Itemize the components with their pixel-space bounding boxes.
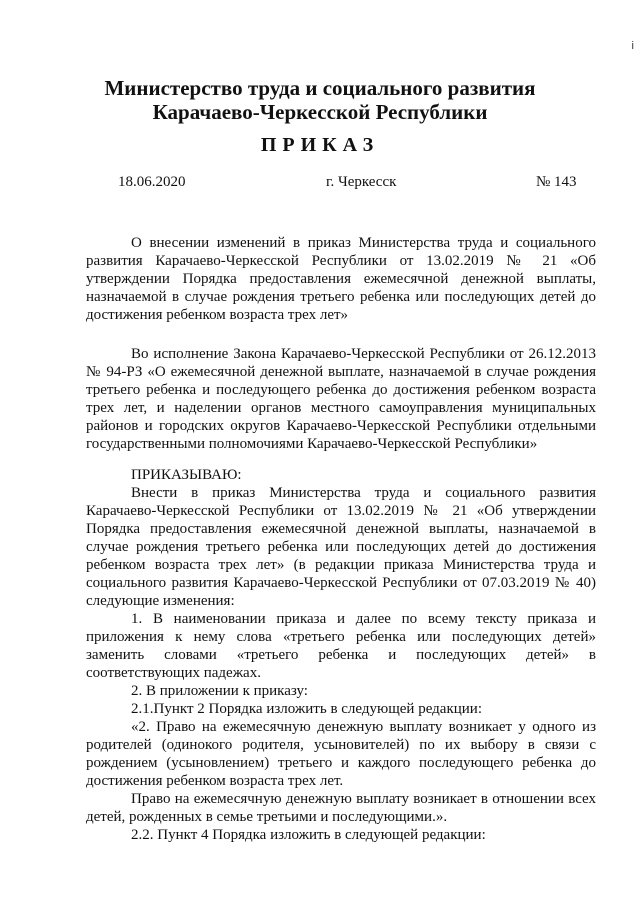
paragraph-1: Внести в приказ Министерства труда и социального развития Карачаево-Черкесской Республики от 13.02.2019 № 21 «Об утверждении Порядка предоставления ежемесячной денежной выплаты, назначаемой в случае рождения третьего ребенка или последующих детей до достижения ребенком возраста трех лет» (в редакции приказа Министерства труда и социального развития Карачаево-Черкесской Республики от 07.03.2019 № 40) следующие изменения: (86, 485, 596, 609)
order-body (86, 484, 596, 844)
document-date: 18.06.2020 (118, 174, 186, 190)
basis-paragraph: Во исполнение Закона Карачаево-Черкесской Республики от 26.12.2013 № 94-РЗ «О ежемесячной денежной выплате, назначаемой в случае рождения третьего ребенка и последующего ребенка до достижения ребенком возраста трех лет, и наделении органов местного самоуправления муниципальных районов и городских округов Карачаево-Черкесской Республики отдельными государственными полномочиями Карачаево-Черкесской Республики» (86, 346, 596, 452)
ministry-name-line1: Министерство труда и социального развития (104, 76, 536, 100)
paragraph-7: 2.2. Пункт 4 Порядка изложить в следующей редакции: (131, 827, 486, 843)
ministry-name-line2: Карачаево-Черкесской Республики (152, 100, 488, 124)
order-basis (86, 345, 596, 453)
document-number: № 143 (536, 174, 577, 190)
paragraph-4: 2.1.Пункт 2 Порядка изложить в следующей редакции: (131, 701, 482, 717)
document-type-title: ПРИКАЗ (260, 134, 380, 156)
paragraph-3: 2. В приложении к приказу: (131, 683, 308, 699)
paragraph-2: 1. В наименовании приказа и далее по всему тексту приказа и приложения к нему слова «третьего ребенка или последующих детей» заменить словами «третьего ребенка и последующих детей» в соответствующих падежах. (86, 611, 596, 681)
corner-mark: i (631, 40, 634, 52)
order-subject (86, 234, 596, 324)
paragraph-6: Право на ежемесячную денежную выплату возникает в отношении всех детей, рожденных в семье третьими и последующими.». (86, 791, 596, 825)
paragraph-5: «2. Право на ежемесячную денежную выплату возникает у одного из родителей (одинокого родителя, усыновителей) по их выбору в связи с рождением (усыновлением) третьего и каждого последующего ребенка до достижения ребенком возраста трех лет. (86, 719, 596, 789)
order-word: ПРИКАЗЫВАЮ: (131, 467, 242, 483)
subject-paragraph: О внесении изменений в приказ Министерства труда и социального развития Карачаево-Черкесской Республики от 13.02.2019 № 21 «Об утверждении Порядка предоставления ежемесячной денежной выплаты, назначаемой в случае рождения третьего ребенка или последующих детей до достижения ребенком возраста трех лет» (86, 235, 596, 323)
document-city: г. Черкесск (326, 174, 397, 190)
